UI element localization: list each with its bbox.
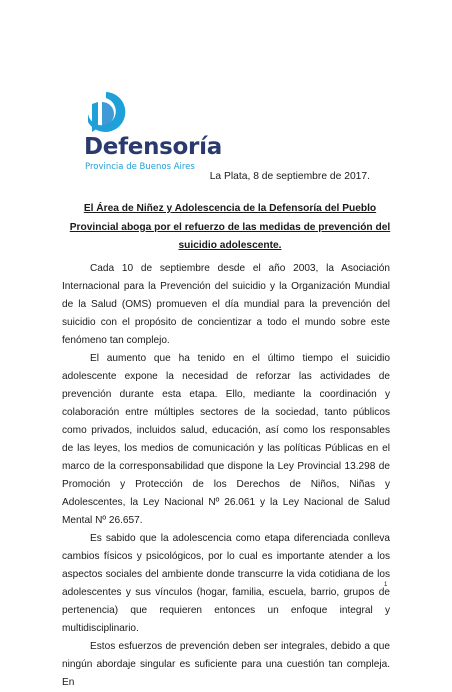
paragraph-4: Estos esfuerzos de prevención deben ser integrales, debido a que ningún abordaje singular es suficiente para una cuestión tan compleja. En	[62, 641, 390, 688]
document-title: El Área de Niñez y Adolescencia de la Defensoría del Pueblo Provincial aboga por el refuerzo de las medidas de prevención del suicidio adolescente.	[69, 203, 391, 251]
logo-name: Defensoría	[84, 134, 222, 160]
paragraph-2: El aumento que ha tenido en el último tiempo el suicidio adolescente expone la necesidad de reforzar las actividades de prevención durante esta etapa. Ello, mediante la coordinación y colaboración entre múltiples sectores de la sociedad, tanto públicos como privados, incluidos salud, educación, así como los responsables de las leyes, los medios de comunicación y las políticas Públicas en el marco de la corresponsabilidad que dispone la Ley Provincial 13.298 de Promoción y Protección de los Derechos de Niños, Niñas y Adolescentes, la Ley Nacional Nº 26.061 y la Ley Nacional de Salud Mental Nº 26.657.	[62, 353, 390, 526]
paragraph-3: Es sabido que la adolescencia como etapa diferenciada conlleva cambios físicos y psicológicos, por lo cual es importante atender a los aspectos sociales del ambiente donde transcurre la vida cotidiana de los adolescentes y sus vínculos (hogar, familia, escuela, barrio, grupos de pertenencia) que requieren entonces un enfoque integral y multidisciplinario.	[62, 533, 390, 634]
document-body	[62, 260, 390, 692]
paragraph-1: Cada 10 de septiembre desde el año 2003, la Asociación Internacional para la Prevención del suicidio y la Organización Mundial de la Salud (OMS) promueven el día mundial para la prevención del suicidio con el propósito de concientizar a todo el mundo sobre este fenómeno tan complejo.	[62, 263, 390, 346]
logo-subtitle: Provincia de Buenos Aires	[85, 162, 195, 172]
document-date: La Plata, 8 de septiembre de 2017.	[209, 171, 370, 182]
defensoria-logo-icon	[82, 88, 130, 136]
page-number: 1	[384, 582, 388, 588]
